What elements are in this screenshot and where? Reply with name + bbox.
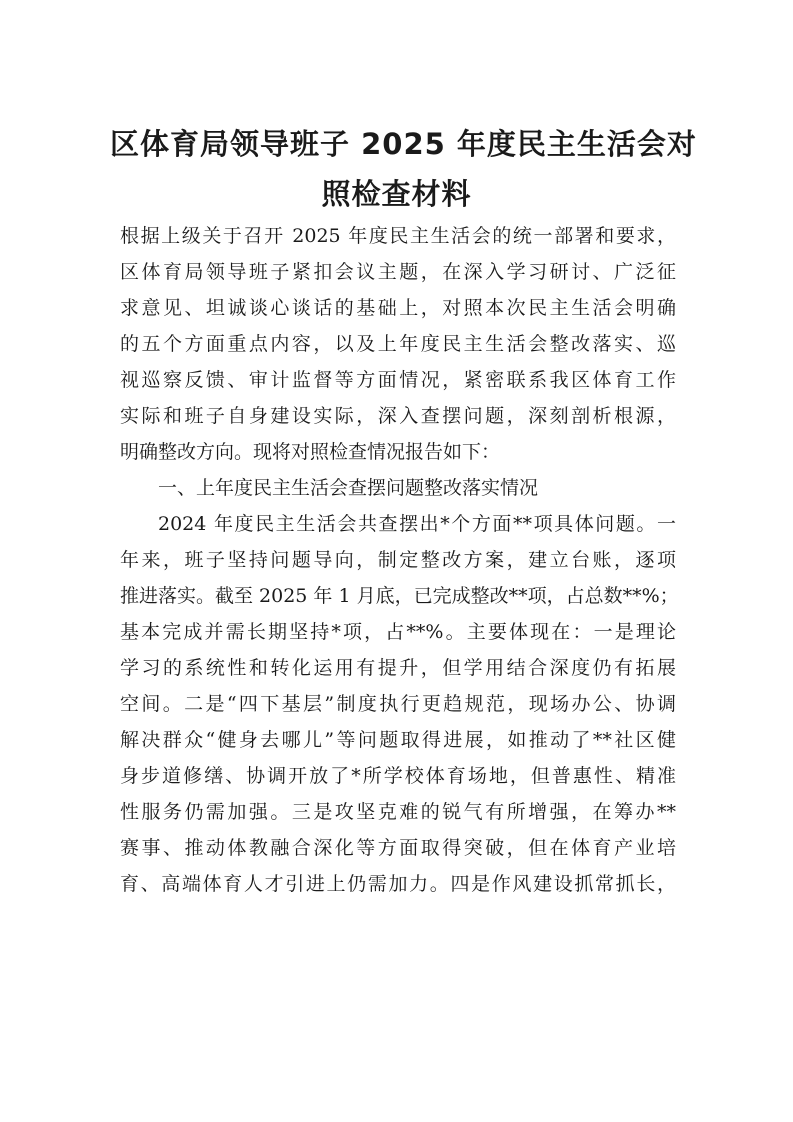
document-title-line-2: 照检查材料 — [321, 177, 472, 211]
section-heading: 一、上年度民主生活会查摆问题整改落实情况 — [158, 477, 539, 499]
body-line: 根据上级关于召开 2025 年度民主生活会的统一部署和要求， — [120, 225, 676, 247]
body-line: 身步道修缮、协调开放了*所学校体育场地，但普惠性、精准 — [120, 765, 676, 787]
body-line: 基本完成并需长期坚持*项，占**%。主要体现在：一是理论 — [120, 621, 676, 643]
document-title-line-1: 区体育局领导班子 2025 年度民主生活会对 — [110, 127, 697, 161]
body-line: 赛事、推动体教融合深化等方面取得突破，但在体育产业培 — [120, 837, 676, 859]
body-line: 明确整改方向。现将对照检查情况报告如下： — [120, 441, 501, 463]
body-line: 的五个方面重点内容，以及上年度民主生活会整改落实、巡 — [120, 333, 676, 355]
body-line: 学习的系统性和转化运用有提升，但学用结合深度仍有拓展 — [120, 657, 676, 679]
body-line: 视巡察反馈、审计监督等方面情况，紧密联系我区体育工作 — [120, 369, 676, 391]
body-line: 区体育局领导班子紧扣会议主题，在深入学习研讨、广泛征 — [120, 261, 676, 283]
body-line: 推进落实。截至 2025 年 1 月底，已完成整改**项，占总数**%； — [120, 585, 679, 607]
body-line: 空间。二是“四下基层”制度执行更趋规范，现场办公、协调 — [120, 693, 676, 715]
body-line: 2024 年度民主生活会共查摆出*个方面**项具体问题。一 — [158, 513, 676, 535]
body-line: 育、高端体育人才引进上仍需加力。四是作风建设抓常抓长， — [120, 873, 676, 895]
body-line: 实际和班子自身建设实际，深入查摆问题，深刻剖析根源， — [120, 405, 676, 427]
body-line: 年来，班子坚持问题导向，制定整改方案，建立台账，逐项 — [120, 549, 676, 571]
body-line: 解决群众“健身去哪儿”等问题取得进展，如推动了**社区健 — [120, 729, 676, 751]
body-line: 性服务仍需加强。三是攻坚克难的锐气有所增强，在筹办** — [120, 801, 676, 823]
body-line: 求意见、坦诚谈心谈话的基础上，对照本次民主生活会明确 — [120, 297, 676, 319]
